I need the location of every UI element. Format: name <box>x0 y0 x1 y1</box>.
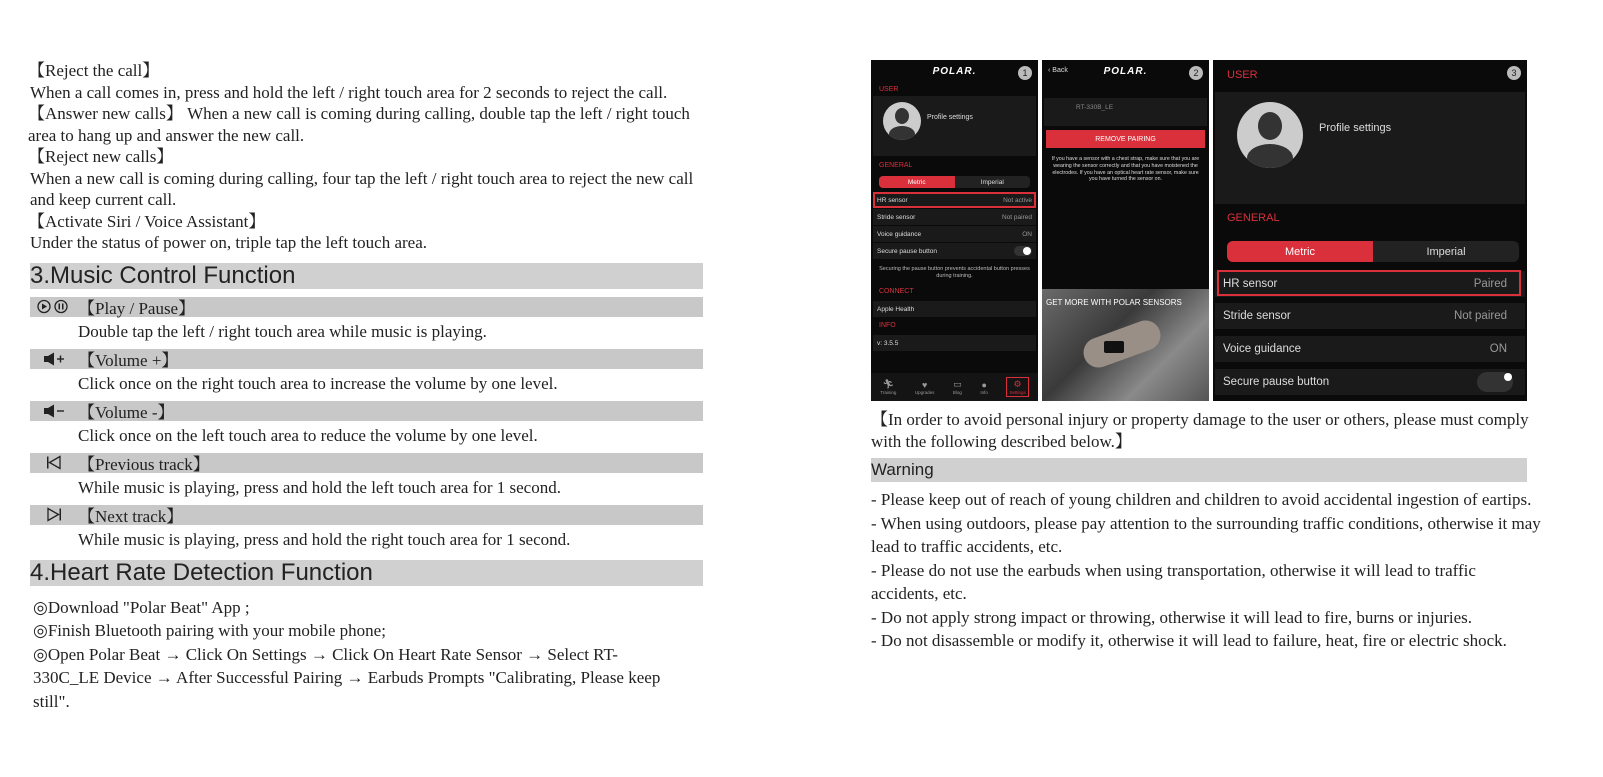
secure-pause-toggle[interactable] <box>1014 246 1032 256</box>
previous-track-label: 【Previous track】 <box>78 455 210 474</box>
next-track-icon <box>30 507 78 522</box>
volume-up-desc: Click once on the right touch area to increase the volume by one level. <box>78 373 558 393</box>
volume-up-label: 【Volume +】 <box>78 351 179 370</box>
gear-icon: ⚙ <box>1013 379 1022 389</box>
version-row: v: 3.5.5 <box>873 335 1036 351</box>
unit-toggle[interactable] <box>879 176 1030 188</box>
volume-up-icon <box>30 352 78 366</box>
siri-text: Under the status of power on, triple tap the left touch area. <box>30 233 428 252</box>
hr-step-2: ◎Finish Bluetooth pairing with your mobile phone; <box>33 621 386 640</box>
polar-logo: POLAR. <box>932 66 977 77</box>
unit-toggle[interactable] <box>1227 241 1519 262</box>
user-section-label: USER <box>1227 69 1258 81</box>
play-pause-desc: Double tap the left / right touch area while music is playing. <box>78 321 487 341</box>
hr-sensor-row[interactable]: HR sensor Not active <box>873 192 1036 208</box>
metric-option[interactable]: Metric <box>1227 241 1373 262</box>
phone-screen-sensor <box>1042 60 1209 401</box>
app-screenshots <box>871 60 1541 401</box>
reject-call-text: When a call comes in, press and hold the left / right touch area for 2 seconds to reject the call. <box>30 82 668 102</box>
promo-banner-text: GET MORE WITH POLAR SENSORS <box>1046 298 1182 307</box>
nav-training[interactable]: 🏃︎ Training <box>880 379 897 395</box>
sensor-promo-image[interactable] <box>1042 289 1209 401</box>
play-pause-bar <box>30 297 703 317</box>
hr-step-3: ◎Open Polar Beat → Click On Settings → Click On Heart Rate Sensor → Select RT-330C_LE Device → After Successful Pairing → Earbuds Prompts "Calibrating, Please keep still". <box>33 644 661 711</box>
step-number-badge: 2 <box>1189 66 1203 80</box>
hr-sensor-row[interactable]: HR sensor Paired <box>1215 271 1525 297</box>
hr-step-1: ◎Download "Polar Beat" App ; <box>33 597 250 617</box>
music-control-heading: 3.Music Control Function <box>30 263 703 289</box>
warning-item: - Please keep out of reach of young children and children to avoid accidental ingestion of eartips. <box>871 490 1532 509</box>
hr-sensor-highlight <box>1217 270 1521 296</box>
back-button[interactable]: ‹ Back <box>1048 67 1068 74</box>
volume-down-desc: Click once on the left touch area to reduce the volume by one level. <box>78 425 538 445</box>
profile-settings-label: Profile settings <box>1319 122 1392 134</box>
reject-new-calls-text: When a new call is coming during calling, four tap the left / right touch area to reject the new call and keep current call. <box>30 168 694 209</box>
left-column <box>30 60 710 713</box>
user-section-label: USER <box>879 86 899 93</box>
right-column <box>871 60 1541 653</box>
pause-note: Securing the pause button prevents accidental button presses during training. <box>879 266 1030 279</box>
nav-blog[interactable]: ▭ Blog <box>952 379 962 395</box>
avatar <box>1237 102 1303 168</box>
chat-icon: ▭ <box>953 379 962 389</box>
nav-settings[interactable]: ⚙ Settings <box>1006 377 1028 397</box>
volume-down-label: 【Volume -】 <box>78 403 175 422</box>
imperial-option[interactable]: Imperial <box>955 176 1031 188</box>
apple-health-row[interactable]: Apple Health <box>873 301 1036 317</box>
stride-sensor-row[interactable]: Stride sensor Not paired <box>873 209 1036 225</box>
reject-call-title: 【Reject the call】 <box>28 61 160 80</box>
info-icon: ● <box>981 379 987 390</box>
hr-sensor-highlight <box>873 192 1036 208</box>
warning-item: - Do not disassemble or modify it, otherwise it will lead to failure, heat, fire or electric shock. <box>871 631 1507 650</box>
watch-shape <box>1104 341 1124 353</box>
bottom-nav <box>871 373 1038 401</box>
profile-row[interactable] <box>1215 92 1525 204</box>
general-section-label: GENERAL <box>879 162 913 169</box>
step-number-badge: 1 <box>1018 66 1032 80</box>
answer-new-calls-text: 【Answer new calls】 When a new call is coming during calling, double tap the left / right touch area to hang up and answer the new call. <box>28 104 690 145</box>
profile-settings-label: Profile settings <box>927 114 973 121</box>
profile-row[interactable] <box>873 96 1036 156</box>
volume-down-bar <box>30 401 703 421</box>
reject-new-calls-title: 【Reject new calls】 <box>28 147 174 166</box>
next-track-desc: While music is playing, press and hold the right touch area for 1 second. <box>78 529 571 549</box>
phone-screen-settings <box>871 60 1038 401</box>
device-row: RT-330B_LE <box>1044 98 1207 126</box>
run-icon: 🏃︎ <box>882 379 895 389</box>
play-pause-icon <box>30 299 78 314</box>
sensor-note: If you have a sensor with a chest strap, make sure that you are wearing the sensor correctly and that you have moistened the electrodes. If you have an optical heart rate sensor, make sure you have turned the sensor on. <box>1051 156 1200 183</box>
nav-upgrades[interactable]: ♥ Upgrades <box>914 379 935 395</box>
general-section-label: GENERAL <box>1227 212 1280 224</box>
previous-track-bar <box>30 453 703 473</box>
polar-logo: POLAR. <box>1103 66 1148 77</box>
secure-pause-row[interactable]: Secure pause button <box>873 243 1036 259</box>
stride-sensor-row[interactable]: Stride sensor Not paired <box>1215 303 1525 329</box>
secure-pause-toggle[interactable] <box>1477 372 1513 392</box>
step-number-badge: 3 <box>1507 66 1521 80</box>
warning-item: - When using outdoors, please pay attention to the surrounding traffic conditions, otherwise it may lead to traffic accidents, etc. <box>871 513 1541 556</box>
heart-rate-steps <box>33 596 710 714</box>
voice-guidance-row[interactable]: Voice guidance ON <box>873 226 1036 242</box>
play-pause-label: 【Play / Pause】 <box>78 299 196 318</box>
volume-down-icon <box>30 404 78 418</box>
warning-heading: Warning <box>871 458 1527 482</box>
warning-list <box>871 488 1541 653</box>
connect-section-label: CONNECT <box>879 288 914 295</box>
nav-info[interactable]: ● Info <box>980 379 988 395</box>
previous-track-desc: While music is playing, press and hold the left touch area for 1 second. <box>78 477 561 497</box>
voice-guidance-row[interactable]: Voice guidance ON <box>1215 336 1525 362</box>
previous-track-icon <box>30 455 78 470</box>
heart-rate-heading: 4.Heart Rate Detection Function <box>30 560 703 586</box>
phone-screen-paired <box>1213 60 1527 401</box>
remove-pairing-button[interactable]: REMOVE PAIRING <box>1046 130 1205 148</box>
imperial-option[interactable]: Imperial <box>1373 241 1519 262</box>
safety-caution-text: 【In order to avoid personal injury or property damage to the user or others, please must comply with the following described below.】 <box>871 410 1529 451</box>
avatar <box>883 102 921 140</box>
volume-up-bar <box>30 349 703 369</box>
metric-option[interactable]: Metric <box>879 176 955 188</box>
info-section-label: INFO <box>879 322 896 329</box>
warning-item: - Do not apply strong impact or throwing, otherwise it will lead to fire, burns or injuries. <box>871 607 1473 627</box>
secure-pause-row[interactable]: Secure pause button <box>1215 369 1525 395</box>
next-track-bar <box>30 505 703 525</box>
heart-icon: ♥ <box>921 379 928 390</box>
next-track-label: 【Next track】 <box>78 507 184 526</box>
siri-title: 【Activate Siri / Voice Assistant】 <box>28 211 266 231</box>
warning-item: - Please do not use the earbuds when using transportation, otherwise it will lead to traffic accidents, etc. <box>871 560 1476 603</box>
